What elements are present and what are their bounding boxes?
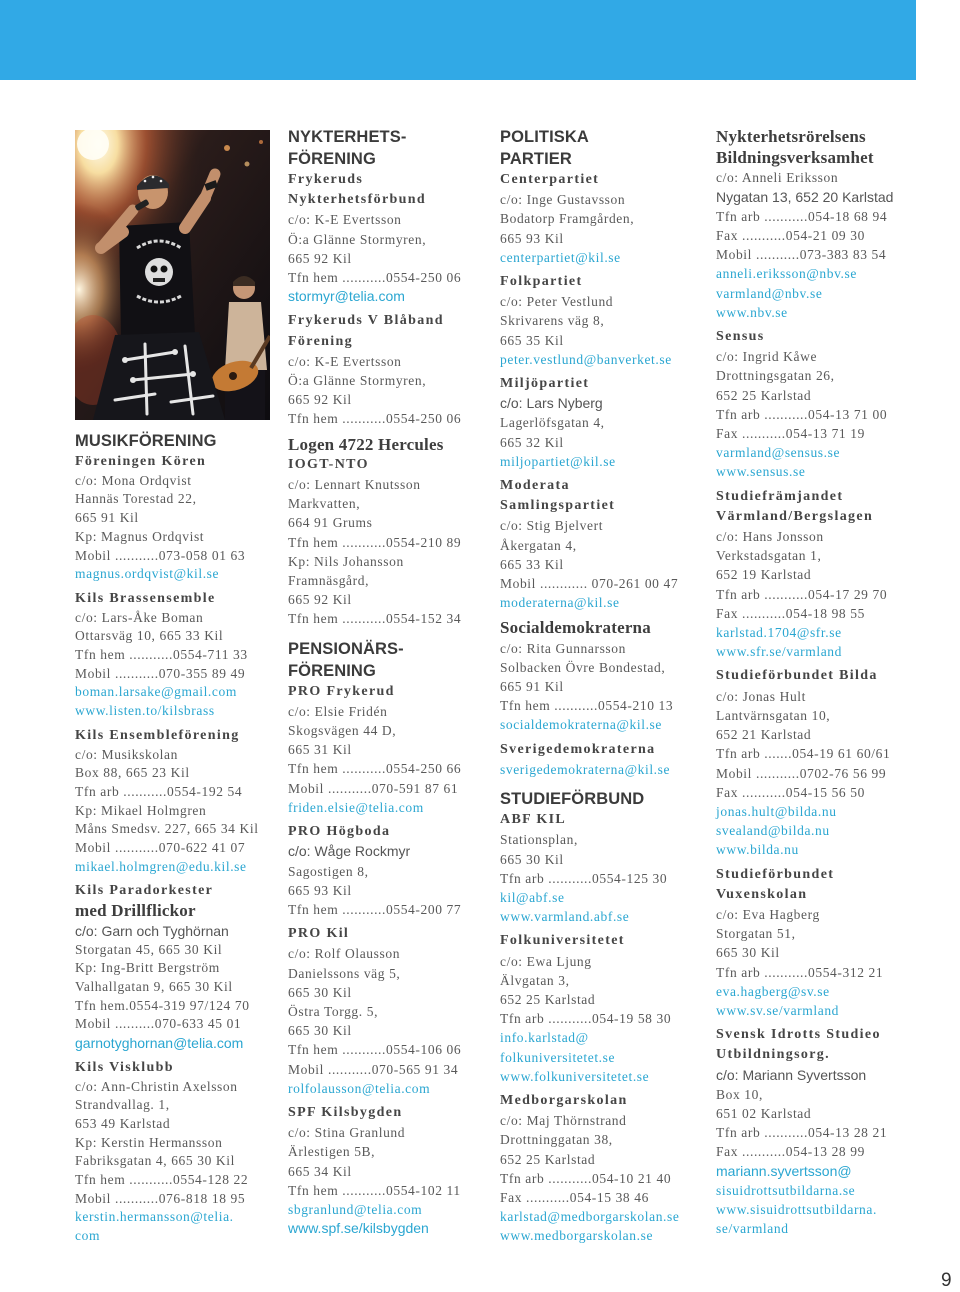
contact-line: c/o: Elsie Fridén bbox=[288, 703, 388, 719]
contact-link[interactable]: boman.larsake@gmail.com bbox=[75, 684, 237, 700]
contact-link[interactable]: folkuniversitetet.se bbox=[500, 1049, 616, 1065]
contact-line: Lagerlöfsgatan 4, bbox=[500, 415, 605, 431]
contact-link[interactable]: www.spf.se/kilsbygden bbox=[288, 1220, 429, 1237]
contact-line: c/o: Maj Thörnstrand bbox=[500, 1113, 627, 1129]
contact-line: Tfn arb ...........054-19 58 30 bbox=[500, 1011, 672, 1027]
contact-line: Fax ...........054-13 71 19 bbox=[716, 426, 865, 442]
contact-link[interactable]: www.sensus.se bbox=[716, 464, 806, 480]
contact-line: Tfn arb ...........054-13 71 00 bbox=[716, 406, 888, 422]
contact-line: Mobil ...........0702-76 56 99 bbox=[716, 765, 887, 781]
contact-line: c/o: Peter Vestlund bbox=[500, 294, 614, 310]
contact-line: Mobil ...........073-058 01 63 bbox=[75, 547, 246, 563]
contact-line: Verkstadsgatan 1, bbox=[716, 548, 822, 564]
contact-line: c/o: Hans Jonsson bbox=[716, 529, 824, 545]
contact-link[interactable]: varmland@nbv.se bbox=[716, 285, 823, 301]
organization-name: IOGT-NTO bbox=[288, 456, 369, 472]
contact-line: Strandvallag. 1, bbox=[75, 1097, 170, 1113]
contact-line: 665 34 Kil bbox=[288, 1163, 352, 1179]
organization-name: Folkpartiet bbox=[500, 274, 583, 290]
contact-link[interactable]: www.listen.to/kilsbrass bbox=[75, 703, 215, 719]
contact-line: 665 92 Kil bbox=[288, 592, 352, 608]
section-heading: FÖRENING bbox=[288, 661, 376, 680]
contact-link[interactable]: www.folkuniversitetet.se bbox=[500, 1068, 650, 1084]
contact-line: Tfn hem ...........0554-711 33 bbox=[75, 647, 248, 663]
organization-name: Svensk Idrotts Studieo bbox=[716, 1027, 881, 1043]
contact-line: Tfn hem ...........0554-102 11 bbox=[288, 1182, 461, 1198]
contact-line: 665 93 Kil bbox=[500, 230, 564, 246]
contact-line: 665 91 Kil bbox=[500, 679, 564, 695]
contact-line: Kp: Kerstin Hermansson bbox=[75, 1134, 223, 1150]
organization-name: Bildningsverksamhet bbox=[716, 148, 874, 168]
section-heading: POLITISKA bbox=[500, 128, 589, 146]
contact-line: Bodatorp Framgården, bbox=[500, 211, 635, 227]
contact-link[interactable]: varmland@sensus.se bbox=[716, 445, 841, 461]
contact-line: c/o: Musikskolan bbox=[75, 746, 178, 762]
contact-line: Tfn hem ...........0554-250 06 bbox=[288, 411, 462, 427]
contact-line: 652 21 Karlstad bbox=[716, 727, 812, 743]
contact-line: c/o: Mariann Syvertsson bbox=[716, 1066, 867, 1083]
contact-line: 665 32 Kil bbox=[500, 434, 564, 450]
contact-link[interactable]: www.bilda.nu bbox=[716, 842, 799, 858]
contact-line: Tfn hem.0554-319 97/124 70 bbox=[75, 997, 250, 1013]
contact-link[interactable]: miljopartiet@kil.se bbox=[500, 453, 616, 469]
contact-line: Älvgatan 3, bbox=[500, 972, 570, 988]
contact-line: Mobil ..........070-633 45 01 bbox=[75, 1016, 242, 1032]
contact-line: 665 92 Kil bbox=[288, 392, 352, 408]
contact-link[interactable]: sverigedemokraterna@kil.se bbox=[500, 761, 671, 777]
organization-name: Kils Paradorkester bbox=[75, 883, 214, 899]
contact-line: c/o: Ingrid Kåwe bbox=[716, 349, 818, 365]
contact-line: c/o: Lars-Åke Boman bbox=[75, 609, 204, 625]
organization-name: Frykeruds bbox=[288, 172, 364, 187]
organization-name: ABF KIL bbox=[500, 812, 567, 828]
contact-line: Storgatan 51, bbox=[716, 926, 796, 942]
contact-line: Mobil ...........070-622 41 07 bbox=[75, 840, 246, 856]
contact-line: Framnäsgård, bbox=[288, 573, 370, 589]
contact-line: Tfn arb ...........054-10 21 40 bbox=[500, 1170, 672, 1186]
contact-line: c/o: Eva Hagberg bbox=[716, 906, 820, 922]
contact-line: Tfn hem ...........0554-250 66 bbox=[288, 761, 462, 777]
section-heading: NYKTERHETS- bbox=[288, 128, 407, 146]
organization-name: Samlingspartiet bbox=[500, 498, 616, 514]
organization-name: Sensus bbox=[716, 329, 765, 345]
contact-link[interactable]: www.sisuidrottsutbildarna. bbox=[716, 1201, 877, 1217]
contact-line: Box 10, bbox=[716, 1086, 763, 1102]
column-politics bbox=[500, 126, 710, 1246]
contact-line: Tfn hem ...........0554-200 77 bbox=[288, 901, 462, 917]
organization-name: Logen 4722 Hercules bbox=[288, 434, 444, 454]
organization-name: Folkuniversitetet bbox=[500, 933, 625, 949]
contact-line: 653 49 Karlstad bbox=[75, 1115, 171, 1131]
section-heading: PARTIER bbox=[500, 150, 572, 168]
contact-line: Mobil ...........076-818 18 95 bbox=[75, 1190, 246, 1206]
organization-name: Kils Ensembleförening bbox=[75, 727, 240, 743]
contact-link[interactable]: www.sv.se/varmland bbox=[716, 1002, 840, 1018]
organization-name: SPF Kilsbygden bbox=[288, 1104, 403, 1120]
organization-name: Värmland/Bergslagen bbox=[716, 508, 874, 524]
organization-name: Kils Visklubb bbox=[75, 1059, 174, 1075]
organization-name: Sverigedemokraterna bbox=[500, 741, 656, 757]
contact-line: c/o: Garn och Tyghörnan bbox=[75, 922, 229, 939]
contact-link[interactable]: www.varmland.abf.se bbox=[500, 909, 630, 925]
contact-line: Tfn hem ...........0554-106 06 bbox=[288, 1042, 462, 1058]
contact-line: Måns Smedsv. 227, 665 34 Kil bbox=[75, 821, 259, 837]
contact-line: Mobil ...........070-591 87 61 bbox=[288, 780, 459, 796]
contact-line: Tfn hem ...........0554-152 34 bbox=[288, 611, 462, 627]
organization-name: PRO Högboda bbox=[288, 824, 391, 840]
contact-link[interactable]: kerstin.hermansson@telia. bbox=[75, 1209, 234, 1225]
contact-line: Tfn arb .......054-19 61 60/61 bbox=[716, 746, 891, 762]
contact-line: Ö:a Glänne Stormyren, bbox=[288, 373, 427, 389]
top-banner bbox=[0, 0, 916, 80]
contact-line: 665 30 Kil bbox=[500, 851, 564, 867]
contact-line: Danielssons väg 5, bbox=[288, 965, 401, 981]
contact-line: Åkergatan 4, bbox=[500, 537, 577, 553]
organization-name: Nykterhetsförbund bbox=[288, 192, 427, 208]
column-temperance bbox=[288, 126, 493, 1238]
contact-line: c/o: Lennart Knutsson bbox=[288, 477, 421, 493]
organization-name: Kils Brassensemble bbox=[75, 590, 216, 606]
contact-line: Fax ...........054-13 28 99 bbox=[716, 1144, 865, 1160]
organization-name: Miljöpartiet bbox=[500, 376, 590, 392]
contact-link[interactable]: karlstad@medborgarskolan.se bbox=[500, 1209, 680, 1225]
contact-line: Tfn arb ...........0554-125 30 bbox=[500, 870, 668, 886]
contact-line: Mobil ...........070-355 89 49 bbox=[75, 665, 246, 681]
contact-line: 665 93 Kil bbox=[288, 882, 352, 898]
contact-link[interactable]: stormyr@telia.com bbox=[288, 288, 405, 305]
column-study-associations bbox=[716, 126, 931, 1238]
contact-link[interactable]: se/varmland bbox=[716, 1221, 789, 1237]
contact-link[interactable]: svealand@bilda.nu bbox=[716, 823, 830, 839]
contact-link[interactable]: mariann.syvertsson@ bbox=[716, 1162, 852, 1179]
organization-name: Förening bbox=[288, 333, 353, 349]
section-heading: MUSIKFÖRENING bbox=[75, 432, 217, 450]
contact-line: Skogsvägen 44 D, bbox=[288, 723, 397, 739]
contact-line: Fax ...........054-21 09 30 bbox=[716, 228, 865, 244]
contact-line: 665 91 Kil bbox=[75, 510, 139, 526]
contact-line: Mobil ............ 070-261 00 47 bbox=[500, 576, 679, 592]
concert-photo bbox=[75, 130, 270, 420]
contact-link[interactable]: socialdemokraterna@kil.se bbox=[500, 717, 663, 733]
contact-line: Mobil ...........073-383 83 54 bbox=[716, 247, 887, 263]
contact-line: c/o: Anneli Eriksson bbox=[716, 170, 839, 186]
contact-line: 665 92 Kil bbox=[288, 250, 352, 266]
contact-line: c/o: K-E Evertsson bbox=[288, 212, 402, 228]
contact-line: Tfn hem ...........0554-250 06 bbox=[288, 270, 462, 286]
contact-link[interactable]: jonas.hult@bilda.nu bbox=[716, 803, 837, 819]
contact-link[interactable]: kil@abf.se bbox=[500, 889, 565, 905]
contact-line: Tfn arb ...........054-18 68 94 bbox=[716, 208, 888, 224]
organization-name: Moderata bbox=[500, 478, 570, 494]
contact-line: Sagostigen 8, bbox=[288, 863, 369, 879]
contact-line: Tfn hem ...........0554-210 89 bbox=[288, 534, 462, 550]
contact-line: Kp: Nils Johansson bbox=[288, 553, 404, 569]
contact-line: Tfn arb ...........054-13 28 21 bbox=[716, 1125, 888, 1141]
contact-line: Kp: Magnus Ordqvist bbox=[75, 528, 205, 544]
organization-name: Nykterhetsrörelsens bbox=[716, 127, 866, 146]
contact-link[interactable]: rolfolausson@telia.com bbox=[288, 1080, 431, 1096]
contact-line: Fax ...........054-18 98 55 bbox=[716, 605, 865, 621]
contact-link[interactable]: centerpartiet@kil.se bbox=[500, 249, 621, 265]
contact-link[interactable]: moderaterna@kil.se bbox=[500, 595, 620, 611]
contact-link[interactable]: sisuidrottsutbildarna.se bbox=[716, 1182, 856, 1198]
contact-line: c/o: Rita Gunnarsson bbox=[500, 640, 626, 656]
contact-line: Tfn arb ...........0554-312 21 bbox=[716, 964, 884, 980]
concert-photo-image bbox=[75, 130, 270, 420]
contact-line: 651 02 Karlstad bbox=[716, 1105, 812, 1121]
organization-name: Utbildningsorg. bbox=[716, 1047, 830, 1063]
contact-line: c/o: Ann-Christin Axelsson bbox=[75, 1078, 238, 1094]
contact-link[interactable]: sbgranlund@telia.com bbox=[288, 1201, 423, 1217]
contact-line: 652 25 Karlstad bbox=[500, 991, 596, 1007]
organization-name: Socialdemokraterna bbox=[500, 618, 651, 638]
contact-line: Nygatan 13, 652 20 Karlstad bbox=[716, 188, 894, 205]
contact-link[interactable]: mikael.holmgren@edu.kil.se bbox=[75, 858, 247, 874]
contact-line: Fax ...........054-15 38 46 bbox=[500, 1189, 649, 1205]
contact-line: c/o: K-E Evertsson bbox=[288, 353, 402, 369]
organization-name: Studiefrämjandet bbox=[716, 488, 844, 504]
contact-line: Ottarsväg 10, 665 33 Kil bbox=[75, 628, 224, 644]
contact-line: Tfn hem ...........0554-128 22 bbox=[75, 1172, 249, 1188]
contact-line: 652 25 Karlstad bbox=[500, 1151, 596, 1167]
contact-line: c/o: Rolf Olausson bbox=[288, 946, 401, 962]
contact-line: Solbacken Övre Bondestad, bbox=[500, 659, 666, 675]
contact-link[interactable]: www.sfr.se/varmland bbox=[716, 644, 842, 660]
section-heading: STUDIEFÖRBUND bbox=[500, 790, 645, 809]
contact-line: Stationsplan, bbox=[500, 832, 578, 848]
contact-line: Tfn arb ...........054-17 29 70 bbox=[716, 586, 888, 602]
contact-link[interactable]: friden.elsie@telia.com bbox=[288, 799, 424, 815]
contact-line: c/o: Mona Ordqvist bbox=[75, 472, 192, 488]
contact-line: Skrivarens väg 8, bbox=[500, 313, 605, 329]
contact-line: Markvatten, bbox=[288, 496, 361, 512]
contact-line: 665 33 Kil bbox=[500, 556, 564, 572]
contact-line: Lantvärnsgatan 10, bbox=[716, 707, 831, 723]
contact-line: Box 88, 665 23 Kil bbox=[75, 765, 190, 781]
contact-line: Tfn hem ...........0554-210 13 bbox=[500, 698, 674, 714]
organization-name: Medborgarskolan bbox=[500, 1092, 628, 1108]
contact-line: c/o: Stina Granlund bbox=[288, 1125, 406, 1141]
contact-link[interactable]: karlstad.1704@sfr.se bbox=[716, 625, 842, 641]
contact-line: Valhallgatan 9, 665 30 Kil bbox=[75, 978, 233, 994]
contact-line: 665 31 Kil bbox=[288, 742, 352, 758]
contact-line: Fax ...........054-15 56 50 bbox=[716, 784, 865, 800]
contact-link[interactable]: info.karlstad@ bbox=[500, 1030, 589, 1046]
organization-name: med Drillflickor bbox=[75, 901, 196, 921]
organization-name: Studieförbundet Bilda bbox=[716, 668, 878, 684]
contact-line: Ärlestigen 5B, bbox=[288, 1144, 376, 1160]
contact-line: c/o: Stig Bjelvert bbox=[500, 518, 604, 534]
contact-line: Drottningsgatan 26, bbox=[716, 368, 835, 384]
contact-line: 665 30 Kil bbox=[716, 945, 780, 961]
column-music bbox=[75, 430, 280, 1246]
contact-link[interactable]: www.medborgarskolan.se bbox=[500, 1228, 654, 1244]
contact-line: Drottninggatan 38, bbox=[500, 1132, 613, 1148]
contact-line: c/o: Ewa Ljung bbox=[500, 953, 592, 969]
contact-line: Östra Torgg. 5, bbox=[288, 1003, 379, 1019]
contact-line: 664 91 Grums bbox=[288, 515, 373, 531]
section-heading: FÖRENING bbox=[288, 150, 376, 168]
organization-name: PRO Frykerud bbox=[288, 683, 395, 699]
organization-name: Centerpartiet bbox=[500, 172, 600, 187]
section-heading: PENSIONÄRS- bbox=[288, 639, 404, 658]
page-number: 9 bbox=[941, 1270, 952, 1291]
organization-name: Vuxenskolan bbox=[716, 886, 808, 902]
contact-line: c/o: Inge Gustavsson bbox=[500, 192, 626, 208]
contact-line: Tfn arb ...........0554-192 54 bbox=[75, 783, 243, 799]
contact-line: 652 25 Karlstad bbox=[716, 387, 812, 403]
contact-line: Kp: Ing-Britt Bergström bbox=[75, 960, 220, 976]
contact-link[interactable]: peter.vestlund@banverket.se bbox=[500, 351, 672, 367]
contact-line: Kp: Mikael Holmgren bbox=[75, 802, 207, 818]
contact-line: 652 19 Karlstad bbox=[716, 567, 812, 583]
contact-line: Fabriksgatan 4, 665 30 Kil bbox=[75, 1153, 235, 1169]
organization-name: PRO Kil bbox=[288, 926, 350, 942]
contact-line: c/o: Wåge Rockmyr bbox=[288, 843, 411, 860]
contact-line: c/o: Jonas Hult bbox=[716, 688, 806, 704]
organization-name: Föreningen Kören bbox=[75, 454, 207, 469]
contact-link[interactable]: www.nbv.se bbox=[716, 304, 788, 320]
contact-line: 665 30 Kil bbox=[288, 984, 352, 1000]
contact-link[interactable]: garnotyghornan@telia.com bbox=[75, 1035, 244, 1052]
contact-line: 665 30 Kil bbox=[288, 1023, 352, 1039]
organization-name: Studieförbundet bbox=[716, 866, 835, 882]
contact-line: Storgatan 45, 665 30 Kil bbox=[75, 941, 223, 957]
contact-link[interactable]: magnus.ordqvist@kil.se bbox=[75, 566, 220, 582]
contact-line: Hannäs Torestad 22, bbox=[75, 491, 197, 507]
contact-line: Ö:a Glänne Stormyren, bbox=[288, 231, 427, 247]
contact-line: c/o: Lars Nyberg bbox=[500, 395, 603, 412]
contact-link[interactable]: com bbox=[75, 1228, 101, 1244]
contact-line: 665 35 Kil bbox=[500, 332, 564, 348]
contact-link[interactable]: eva.hagberg@sv.se bbox=[716, 983, 830, 999]
contact-link[interactable]: anneli.eriksson@nbv.se bbox=[716, 266, 857, 282]
organization-name: Frykeruds V Blåband bbox=[288, 313, 444, 329]
contact-line: Mobil ...........070-565 91 34 bbox=[288, 1061, 459, 1077]
